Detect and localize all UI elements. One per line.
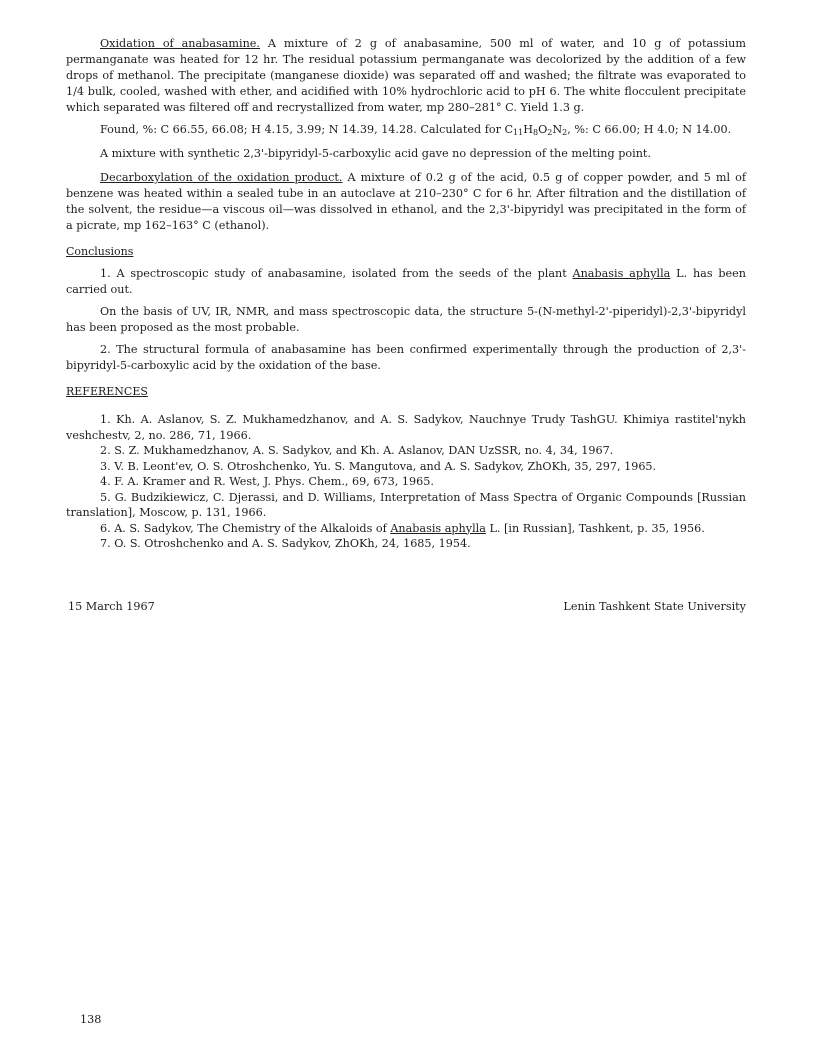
mixture-paragraph: A mixture with synthetic 2,3'-bipyridyl-5-carboxylic acid gave no depression of the melting point.	[100, 147, 651, 160]
institution: Lenin Tashkent State University	[563, 600, 746, 613]
article-body	[66, 36, 746, 552]
decarboxylation-paragraph	[66, 170, 746, 234]
conclusion-1-species: Anabasis aphylla	[572, 267, 671, 280]
reference-6	[66, 521, 746, 537]
formula-h-sub: 8	[533, 128, 539, 137]
analysis-found: Found, %: C 66.55, 66.08; H 4.15, 3.99; N 14.39, 14.28. Calculated for	[100, 123, 505, 136]
reference-6-end: L. [in Russian], Tashkent, p. 35, 1956.	[485, 521, 705, 535]
article-footer	[68, 600, 746, 613]
analysis-calculated: , %: C 66.00; H 4.0; N 14.00.	[567, 123, 732, 136]
reference-6-start: 6. A. S. Sadykov, The Chemistry of the Alkaloids of	[100, 521, 391, 535]
formula-n: N	[552, 123, 563, 136]
oxidation-body: A mixture of 2 g of anabasamine, 500 ml of water, and 10 g of potassium permanganate was heated for 12 hr. The residual potassium permanganate was decolorized by the addition of a few drops of methanol. The precipitate (manganese dioxide) was separated off and washed; the filtrate was evaporated to 1/4 bulk, cooled, washed with ether, and acidified with 10% hydrochloric acid to pH 6. The white flocculent precipitate which separated was filtered off and recrystallized from water, mp 280–281° C. Yield 1.3 g.	[66, 37, 746, 114]
reference-6-species: Anabasis aphylla	[390, 521, 486, 535]
formula-h: H	[523, 123, 533, 136]
received-date: 15 March 1967	[68, 600, 155, 613]
references-heading: REFERENCES	[66, 385, 148, 398]
conclusion-structure: On the basis of UV, IR, NMR, and mass spectroscopic data, the structure 5-(N-methyl-2'-piperidyl)-2,3'-bipyridyl has been proposed as the most probable.	[66, 305, 746, 334]
conclusion-1	[66, 266, 746, 298]
oxidation-paragraph	[66, 36, 746, 116]
formula-o-sub: 2	[547, 128, 553, 137]
formula-c: C	[504, 123, 514, 136]
page-number: 138	[80, 1013, 102, 1026]
reference-5: 5. G. Budzikiewicz, C. Djerassi, and D. Williams, Interpretation of Mass Spectra of Organic Compounds [Russian translation], Moscow, p. 131, 1966.	[66, 490, 746, 519]
reference-list	[66, 412, 746, 552]
reference-2: 2. S. Z. Mukhamedzhanov, A. S. Sadykov, and Kh. A. Aslanov, DAN UzSSR, no. 4, 34, 1967.	[100, 444, 614, 457]
decarboxylation-body: A mixture of 0.2 g of the acid, 0.5 g of copper powder, and 5 ml of benzene was heated within a sealed tube in an autoclave at 210–230° C for 6 hr. After filtration and the distillation of the solvent, the residue—a viscous oil—was dissolved in ethanol, and the 2,3'-bipyridyl was precipitated in the form of a picrate, mp 162–163° C (ethanol).	[66, 171, 747, 232]
formula-c-sub: 11	[513, 128, 524, 137]
reference-3: 3. V. B. Leont'ev, O. S. Otroshchenko, Yu. S. Mangutova, and A. S. Sadykov, ZhOKh, 35, 297, 1965.	[100, 459, 657, 473]
formula-n-sub: 2	[562, 128, 568, 137]
reference-4: 4. F. A. Kramer and R. West, J. Phys. Chem., 69, 673, 1965.	[100, 475, 434, 488]
elemental-analysis	[66, 122, 746, 138]
oxidation-title: Oxidation of anabasamine.	[100, 37, 260, 50]
decarboxylation-title: Decarboxylation of the oxidation product.	[100, 171, 343, 184]
conclusions-heading: Conclusions	[66, 245, 134, 258]
formula-o: O	[538, 123, 548, 136]
conclusion-2: 2. The structural formula of anabasamine has been confirmed experimentally through the production of 2,3'-bipyridyl-5-carboxylic acid by the oxidation of the base.	[66, 343, 746, 372]
reference-7: 7. O. S. Otroshchenko and A. S. Sadykov, ZhOKh, 24, 1685, 1954.	[100, 537, 471, 550]
reference-1: 1. Kh. A. Aslanov, S. Z. Mukhamedzhanov, and A. S. Sadykov, Nauchnye Trudy TashGU. Khimiya rastitel'nykh veshchestv, 2, no. 286, 71, 1966.	[66, 413, 746, 442]
conclusion-1-start: 1. A spectroscopic study of anabasamine, isolated from the seeds of the plant	[100, 267, 573, 280]
conclusion-1-end: L. has been carried out.	[66, 267, 746, 296]
